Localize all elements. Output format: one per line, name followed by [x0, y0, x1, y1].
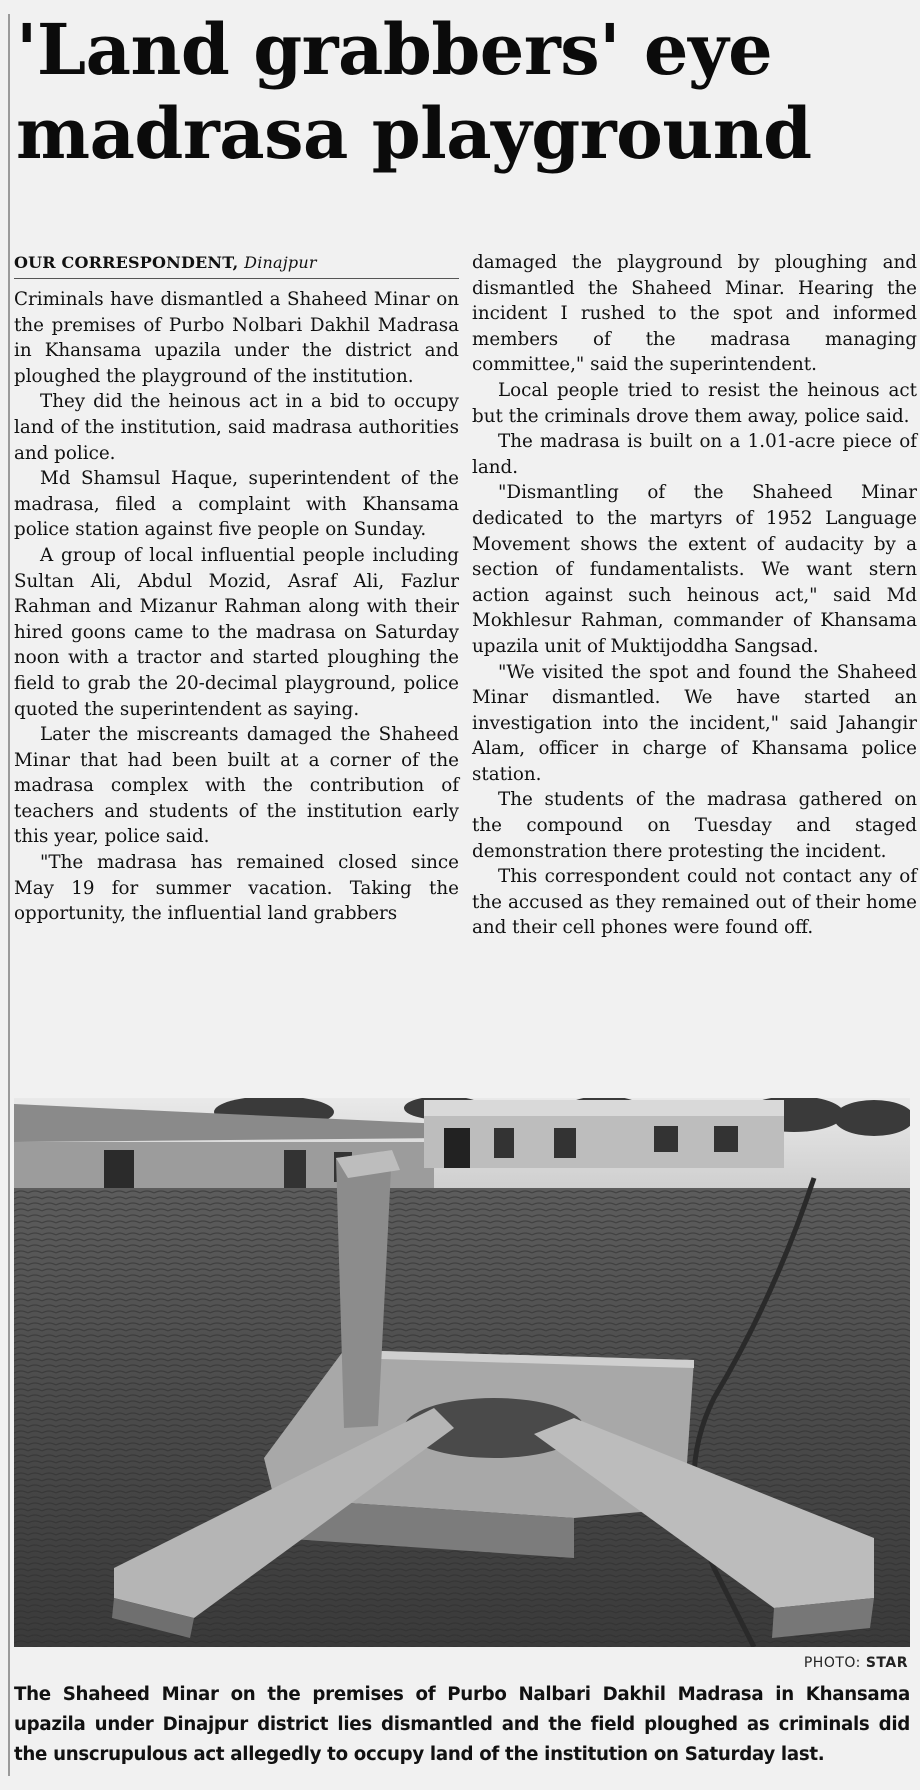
paragraph: damaged the playground by ploughing and dismantled the Shaheed Minar. Hearing the incident I rushed to the spot and informed members of the madrasa managing committee," said the superintendent.: [472, 252, 917, 376]
news-photo: [14, 1098, 910, 1647]
photo-caption: The Shaheed Minar on the premises of Purbo Nalbari Dakhil Madrasa in Khansama upazila under Dinajpur district lies dismantled and the field ploughed as criminals did the unscrupulous act allegedly to occupy land of the institution on Saturday last.: [14, 1684, 910, 1765]
byline-name: OUR CORRESPONDENT,: [14, 253, 239, 272]
byline-divider: [14, 278, 459, 279]
headline-line-2: madrasa playground: [16, 92, 812, 175]
paragraph: "Dismantling of the Shaheed Minar dedicated to the martyrs of 1952 Language Movement shows the extent of audacity by a section of fundamentalists. We want stern action against such heinous act," said Md Mokhlesur Rahman, commander of Khansama upazila unit of Muktijoddha Sangsad.: [472, 482, 917, 657]
paragraph: This correspondent could not contact any of the accused as they remained out of their home and their cell phones were found off.: [472, 866, 917, 939]
paragraph: Local people tried to resist the heinous act but the criminals drove them away, police said.: [472, 379, 917, 427]
paragraph: The madrasa is built on a 1.01-acre piece of land.: [472, 431, 917, 478]
headline: [16, 8, 916, 176]
paragraph: A group of local influential people including Sultan Ali, Abdul Mozid, Asraf Ali, Fazlur Rahman and Mizanur Rahman along with their hired goons came to the madrasa on Saturday noon with a tractor and started ploughing the field to grab the 20-decimal playground, police quoted the superintendent as saying.: [14, 544, 459, 720]
paragraph: "The madrasa has remained closed since May 19 for summer vacation. Taking the opportunity, the influential land grabbers: [14, 852, 459, 925]
article-column-left: [14, 250, 459, 927]
headline-line-1: 'Land grabbers' eye: [16, 8, 773, 91]
paragraph: Later the miscreants damaged the Shaheed Minar that had been built at a corner of the madrasa complex with the contribution of teachers and students of the institution early this year, police said.: [14, 724, 459, 848]
photo-credit: [804, 1655, 908, 1671]
paragraph: Md Shamsul Haque, superintendent of the madrasa, filed a complaint with Khansama police station against five people on Sunday.: [14, 468, 459, 541]
photo-illustration: [14, 1098, 910, 1647]
column-rule: [8, 14, 10, 1776]
paragraph: They did the heinous act in a bid to occupy land of the institution, said madrasa authorities and police.: [14, 391, 459, 464]
photo-credit-source: STAR: [865, 1655, 908, 1671]
byline: [14, 250, 459, 276]
school-building-right: [424, 1100, 784, 1168]
paragraph: The students of the madrasa gathered on the compound on Tuesday and staged demonstration there protesting the incident.: [472, 789, 917, 862]
article-column-right: [472, 250, 917, 941]
byline-location: Dinajpur: [244, 253, 317, 272]
paragraph: Criminals have dismantled a Shaheed Minar on the premises of Purbo Nolbari Dakhil Madrasa in Khansama upazila under the district and ploughed the playground of the institution.: [14, 289, 459, 387]
paragraph: "We visited the spot and found the Shaheed Minar dismantled. We have started an investigation into the incident," said Jahangir Alam, officer in charge of Khansama police station.: [472, 661, 917, 785]
photo-credit-label: PHOTO:: [803, 1655, 861, 1671]
